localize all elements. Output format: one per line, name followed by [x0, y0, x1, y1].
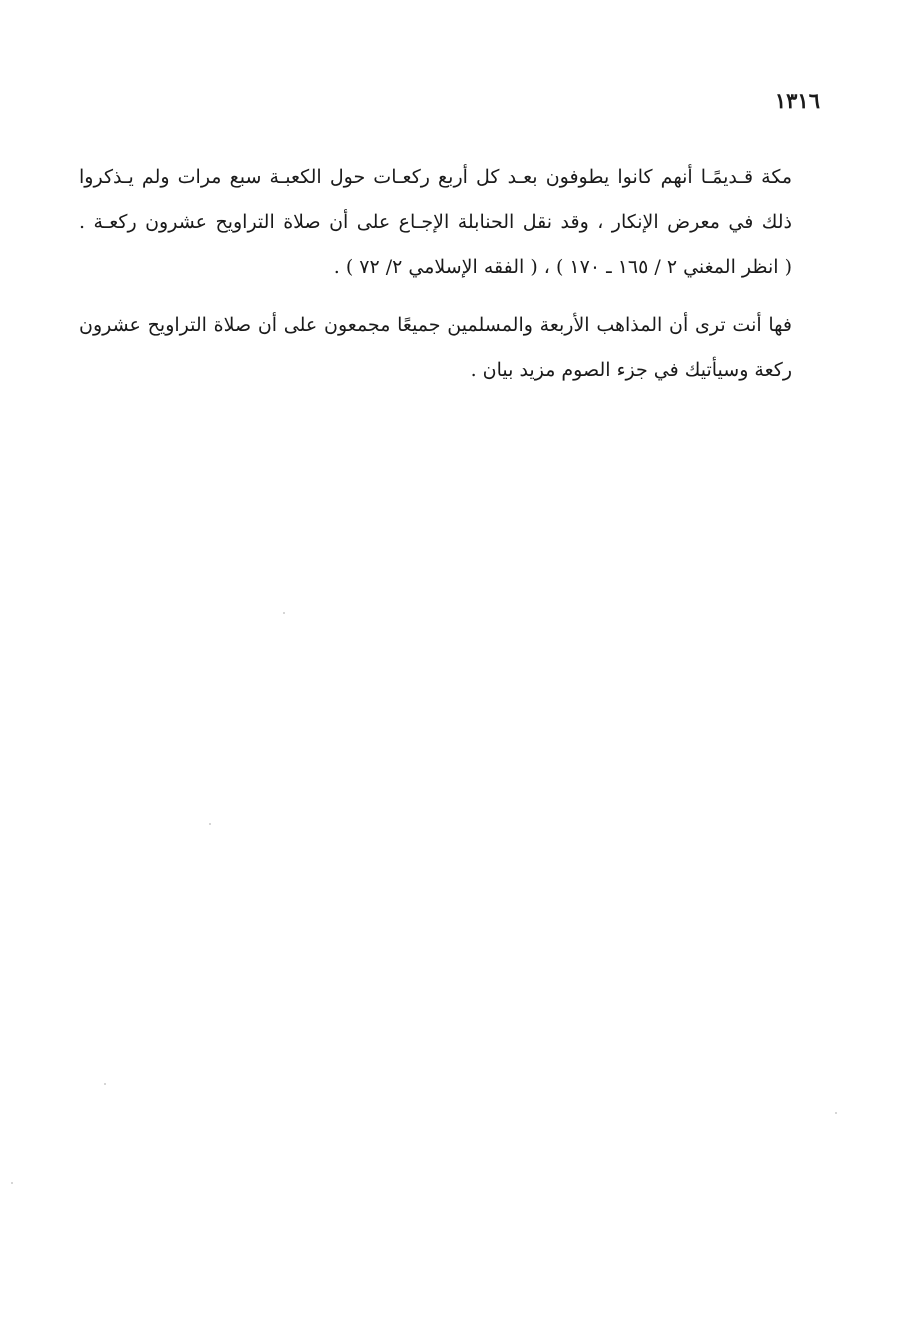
paragraph-line: مكة قـديمًـا أنهم كانوا يطوفون بعـد كل أربع ركعـات حول الكعبـة سبع مرات ولم يـذكروا — [79, 166, 792, 188]
scan-speck — [835, 1112, 837, 1114]
paragraph-line: ركعة وسيأتيك في جزء الصوم مزيد بيان . — [470, 359, 792, 381]
paragraph-2 — [79, 303, 792, 393]
scan-speck — [283, 612, 285, 614]
page-number: ١٣١٦ — [774, 88, 820, 113]
paragraph-line: ذلك في معرض الإنكار ، وقد نقل الحنابلة الإجـاع على أن صلاة التراويح عشرون ركعـة . — [79, 211, 792, 233]
paragraph-line: ( انظر المغني ٢ / ١٦٥ ـ ١٧٠ ) ، ( الفقه الإسلامي ٢/ ٧٢ ) . — [333, 256, 792, 278]
scan-speck — [209, 823, 211, 825]
paragraph-1 — [79, 155, 792, 290]
scan-speck — [11, 1182, 13, 1184]
scan-speck — [104, 1083, 106, 1085]
paragraph-line: فها أنت ترى أن المذاهب الأربعة والمسلمين جميعًا مجمعون على أن صلاة التراويح عشرون — [79, 314, 792, 336]
